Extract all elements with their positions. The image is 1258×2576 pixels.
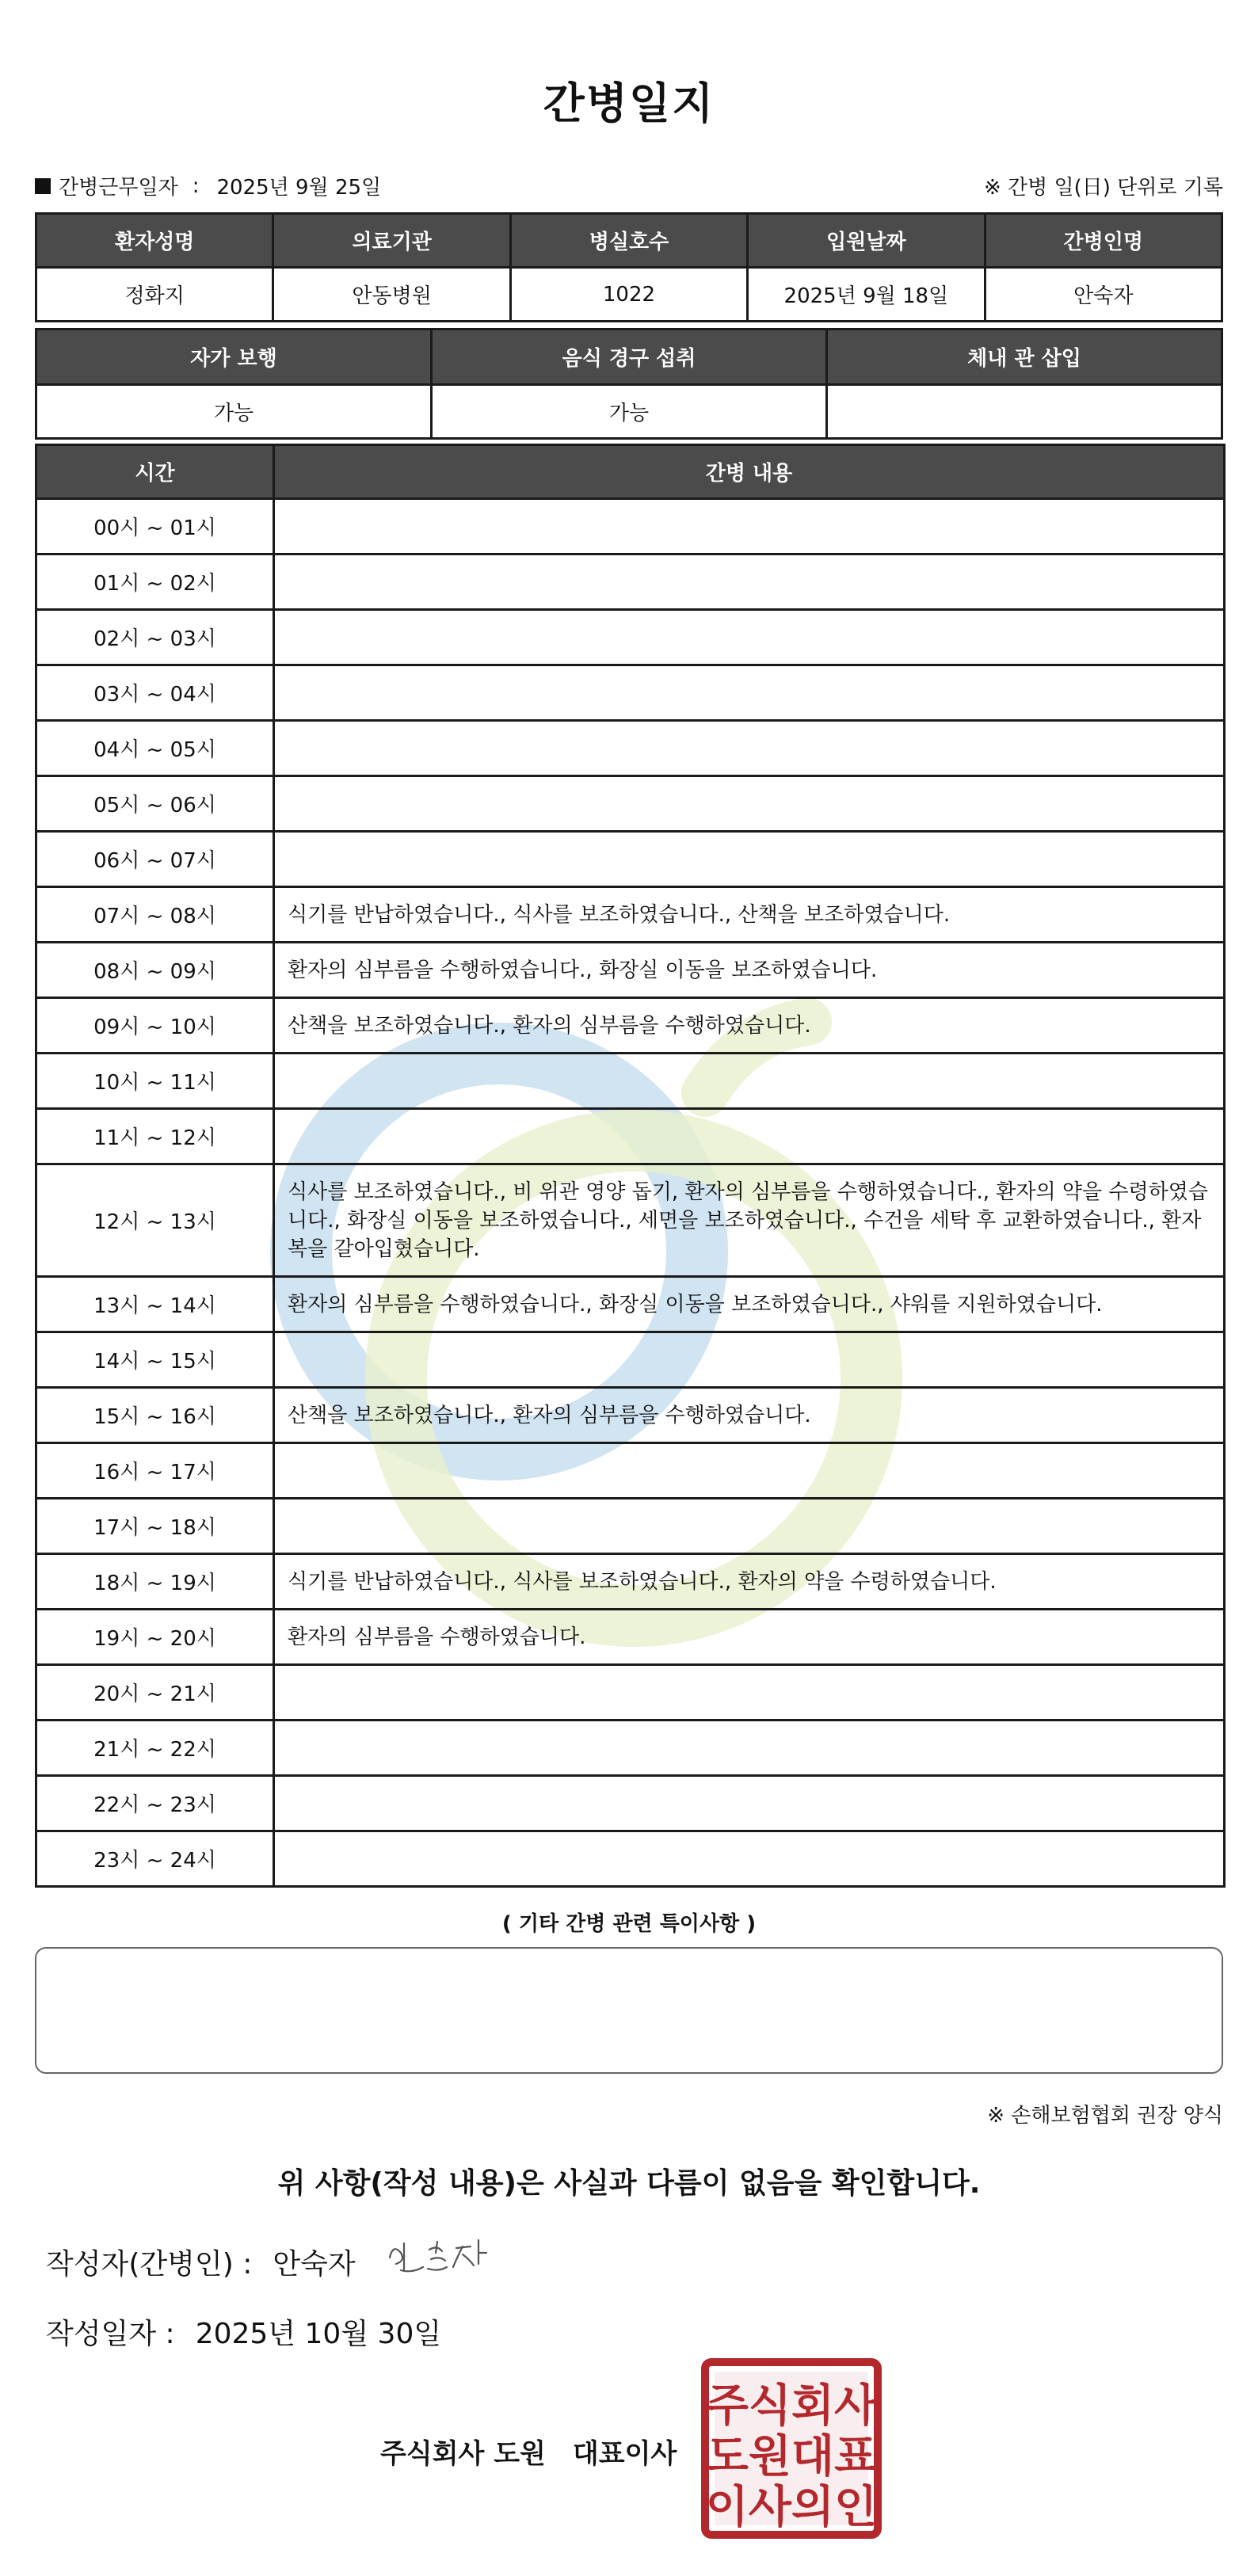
company-role: 대표이사 (572, 2438, 677, 2470)
time-cell: 21시 ~ 22시 (36, 1721, 274, 1776)
time-cell: 19시 ~ 20시 (36, 1610, 274, 1665)
admission-date: 2025년 9월 18일 (748, 268, 985, 322)
time-cell: 11시 ~ 12시 (36, 1109, 274, 1164)
content-cell (274, 665, 1225, 721)
content-cell: 환자의 심부름을 수행하였습니다. (274, 1610, 1225, 1665)
content-cell (274, 832, 1225, 887)
time-cell: 03시 ~ 04시 (36, 665, 274, 721)
record-unit-note: ※ 간병 일(日) 단위로 기록 (983, 176, 1223, 200)
table-row (36, 1443, 1225, 1499)
room-number: 1022 (510, 268, 747, 322)
time-cell: 00시 ~ 01시 (36, 499, 274, 554)
table-row (36, 665, 1225, 721)
content-cell (274, 721, 1225, 776)
svg-text:이사의인: 이사의인 (705, 2482, 878, 2533)
content-cell: 산책을 보조하였습니다., 환자의 심부름을 수행하였습니다. (274, 1388, 1225, 1443)
time-cell: 06시 ~ 07시 (36, 832, 274, 887)
self-walking: 가능 (36, 385, 432, 439)
time-cell: 02시 ~ 03시 (36, 610, 274, 665)
table-row (36, 1054, 1225, 1109)
table-row (36, 1721, 1225, 1776)
time-cell: 04시 ~ 05시 (36, 721, 274, 776)
header-oral-intake: 음식 경구 섭취 (432, 330, 827, 385)
writer-line (46, 2242, 356, 2282)
time-cell: 23시 ~ 24시 (36, 1831, 274, 1887)
time-cell: 18시 ~ 19시 (36, 1554, 274, 1610)
content-cell: 환자의 심부름을 수행하였습니다., 화장실 이동을 보조하였습니다. (274, 943, 1225, 998)
content-cell (274, 610, 1225, 665)
table-row (36, 1665, 1225, 1721)
table-row (36, 776, 1225, 832)
svg-text:주식회사: 주식회사 (705, 2380, 878, 2432)
header-self-walking: 자가 보행 (36, 330, 432, 385)
table-row (36, 1610, 1225, 1665)
header-time: 시간 (36, 445, 274, 499)
time-cell: 14시 ~ 15시 (36, 1332, 274, 1388)
time-cell: 08시 ~ 09시 (36, 943, 274, 998)
writer-label: 작성자(간병인) : (46, 2248, 253, 2281)
time-cell: 15시 ~ 16시 (36, 1388, 274, 1443)
header-patient-name: 환자성명 (36, 214, 273, 268)
company-line (380, 2432, 677, 2471)
time-cell: 07시 ~ 08시 (36, 887, 274, 943)
oral-intake: 가능 (432, 385, 827, 439)
table-row (36, 832, 1225, 887)
time-cell: 09시 ~ 10시 (36, 998, 274, 1054)
handwritten-signature (380, 2226, 499, 2281)
content-cell: 환자의 심부름을 수행하였습니다., 화장실 이동을 보조하였습니다., 샤워를 지원하였습니다. (274, 1277, 1225, 1332)
content-cell: 식기를 반납하였습니다., 식사를 보조하였습니다., 환자의 약을 수령하였습니다. (274, 1554, 1225, 1610)
patient-info-table (35, 212, 1223, 322)
table-row (36, 1831, 1225, 1887)
written-date-line (46, 2311, 441, 2352)
table-row (36, 721, 1225, 776)
time-cell: 20시 ~ 21시 (36, 1665, 274, 1721)
remarks-box (35, 1947, 1223, 2074)
content-cell (274, 1332, 1225, 1388)
time-cell: 16시 ~ 17시 (36, 1443, 274, 1499)
content-cell (274, 554, 1225, 610)
content-cell: 식사를 보조하였습니다., 비 위관 영양 돕기, 환자의 심부름을 수행하였습니다., 환자의 약을 수령하였습니다., 화장실 이동을 보조하였습니다., 세면을 보조하였습니다., 수건을 세탁 후 교환하였습니다., 환자복을 갈아입혔습니다. (274, 1164, 1225, 1277)
patient-status-table (35, 328, 1223, 440)
content-cell (274, 1499, 1225, 1554)
square-bullet-icon (35, 178, 51, 194)
header-hospital: 의료기관 (273, 214, 510, 268)
time-cell: 12시 ~ 13시 (36, 1164, 274, 1277)
table-row (36, 887, 1225, 943)
confirmation-statement: 위 사항(작성 내용)은 사실과 다름이 없음을 확인합니다. (277, 2167, 981, 2200)
table-row (36, 554, 1225, 610)
time-cell: 13시 ~ 14시 (36, 1277, 274, 1332)
table-row (36, 1277, 1225, 1332)
content-cell: 산책을 보조하였습니다., 환자의 심부름을 수행하였습니다. (274, 998, 1225, 1054)
content-cell (274, 1776, 1225, 1831)
written-date-label: 작성일자 : (46, 2318, 175, 2350)
care-log-table (35, 444, 1226, 1888)
content-cell (274, 1665, 1225, 1721)
content-cell (274, 499, 1225, 554)
work-date-value: 2025년 9월 25일 (216, 176, 382, 200)
content-cell (274, 776, 1225, 832)
content-cell: 식기를 반납하였습니다., 식사를 보조하였습니다., 산책을 보조하였습니다. (274, 887, 1225, 943)
table-row (36, 943, 1225, 998)
table-row (36, 1499, 1225, 1554)
time-cell: 22시 ~ 23시 (36, 1776, 274, 1831)
written-date-value: 2025년 10월 30일 (195, 2318, 442, 2350)
content-cell (274, 1721, 1225, 1776)
table-row (36, 998, 1225, 1054)
content-cell (274, 1831, 1225, 1887)
content-cell (274, 1109, 1225, 1164)
table-row (36, 1164, 1225, 1277)
company-name: 주식회사 도원 (380, 2438, 546, 2470)
time-cell: 05시 ~ 06시 (36, 776, 274, 832)
work-date-colon: : (192, 173, 200, 198)
table-row (36, 1388, 1225, 1443)
table-row (36, 499, 1225, 554)
remarks-title: ( 기타 간병 관련 특이사항 ) (501, 1912, 757, 1936)
patient-name: 정화지 (36, 268, 273, 322)
header-caregiver-name: 간병인명 (985, 214, 1222, 268)
hospital: 안동병원 (273, 268, 510, 322)
content-cell (274, 1054, 1225, 1109)
time-cell: 17시 ~ 18시 (36, 1499, 274, 1554)
company-seal-stamp (700, 2357, 883, 2540)
writer-name: 안숙자 (273, 2248, 356, 2281)
work-date-label: 간병근무일자 (59, 176, 178, 200)
table-row (36, 1776, 1225, 1831)
recommended-form-note: ※ 손해보험협회 권장 양식 (987, 2104, 1223, 2128)
table-row (36, 1554, 1225, 1610)
svg-text:도원대표: 도원대표 (705, 2431, 878, 2483)
tube-insertion (827, 385, 1222, 439)
header-admission-date: 입원날짜 (748, 214, 985, 268)
caregiver-name: 안숙자 (985, 268, 1222, 322)
document-title: 간병일지 (543, 78, 715, 128)
header-tube-insertion: 체내 관 삽입 (827, 330, 1222, 385)
work-date (35, 171, 381, 200)
content-cell (274, 1443, 1225, 1499)
table-row (36, 610, 1225, 665)
header-room-number: 병실호수 (510, 214, 747, 268)
time-cell: 10시 ~ 11시 (36, 1054, 274, 1109)
table-row (36, 1109, 1225, 1164)
table-row (36, 1332, 1225, 1388)
header-care-content: 간병 내용 (274, 445, 1225, 499)
time-cell: 01시 ~ 02시 (36, 554, 274, 610)
